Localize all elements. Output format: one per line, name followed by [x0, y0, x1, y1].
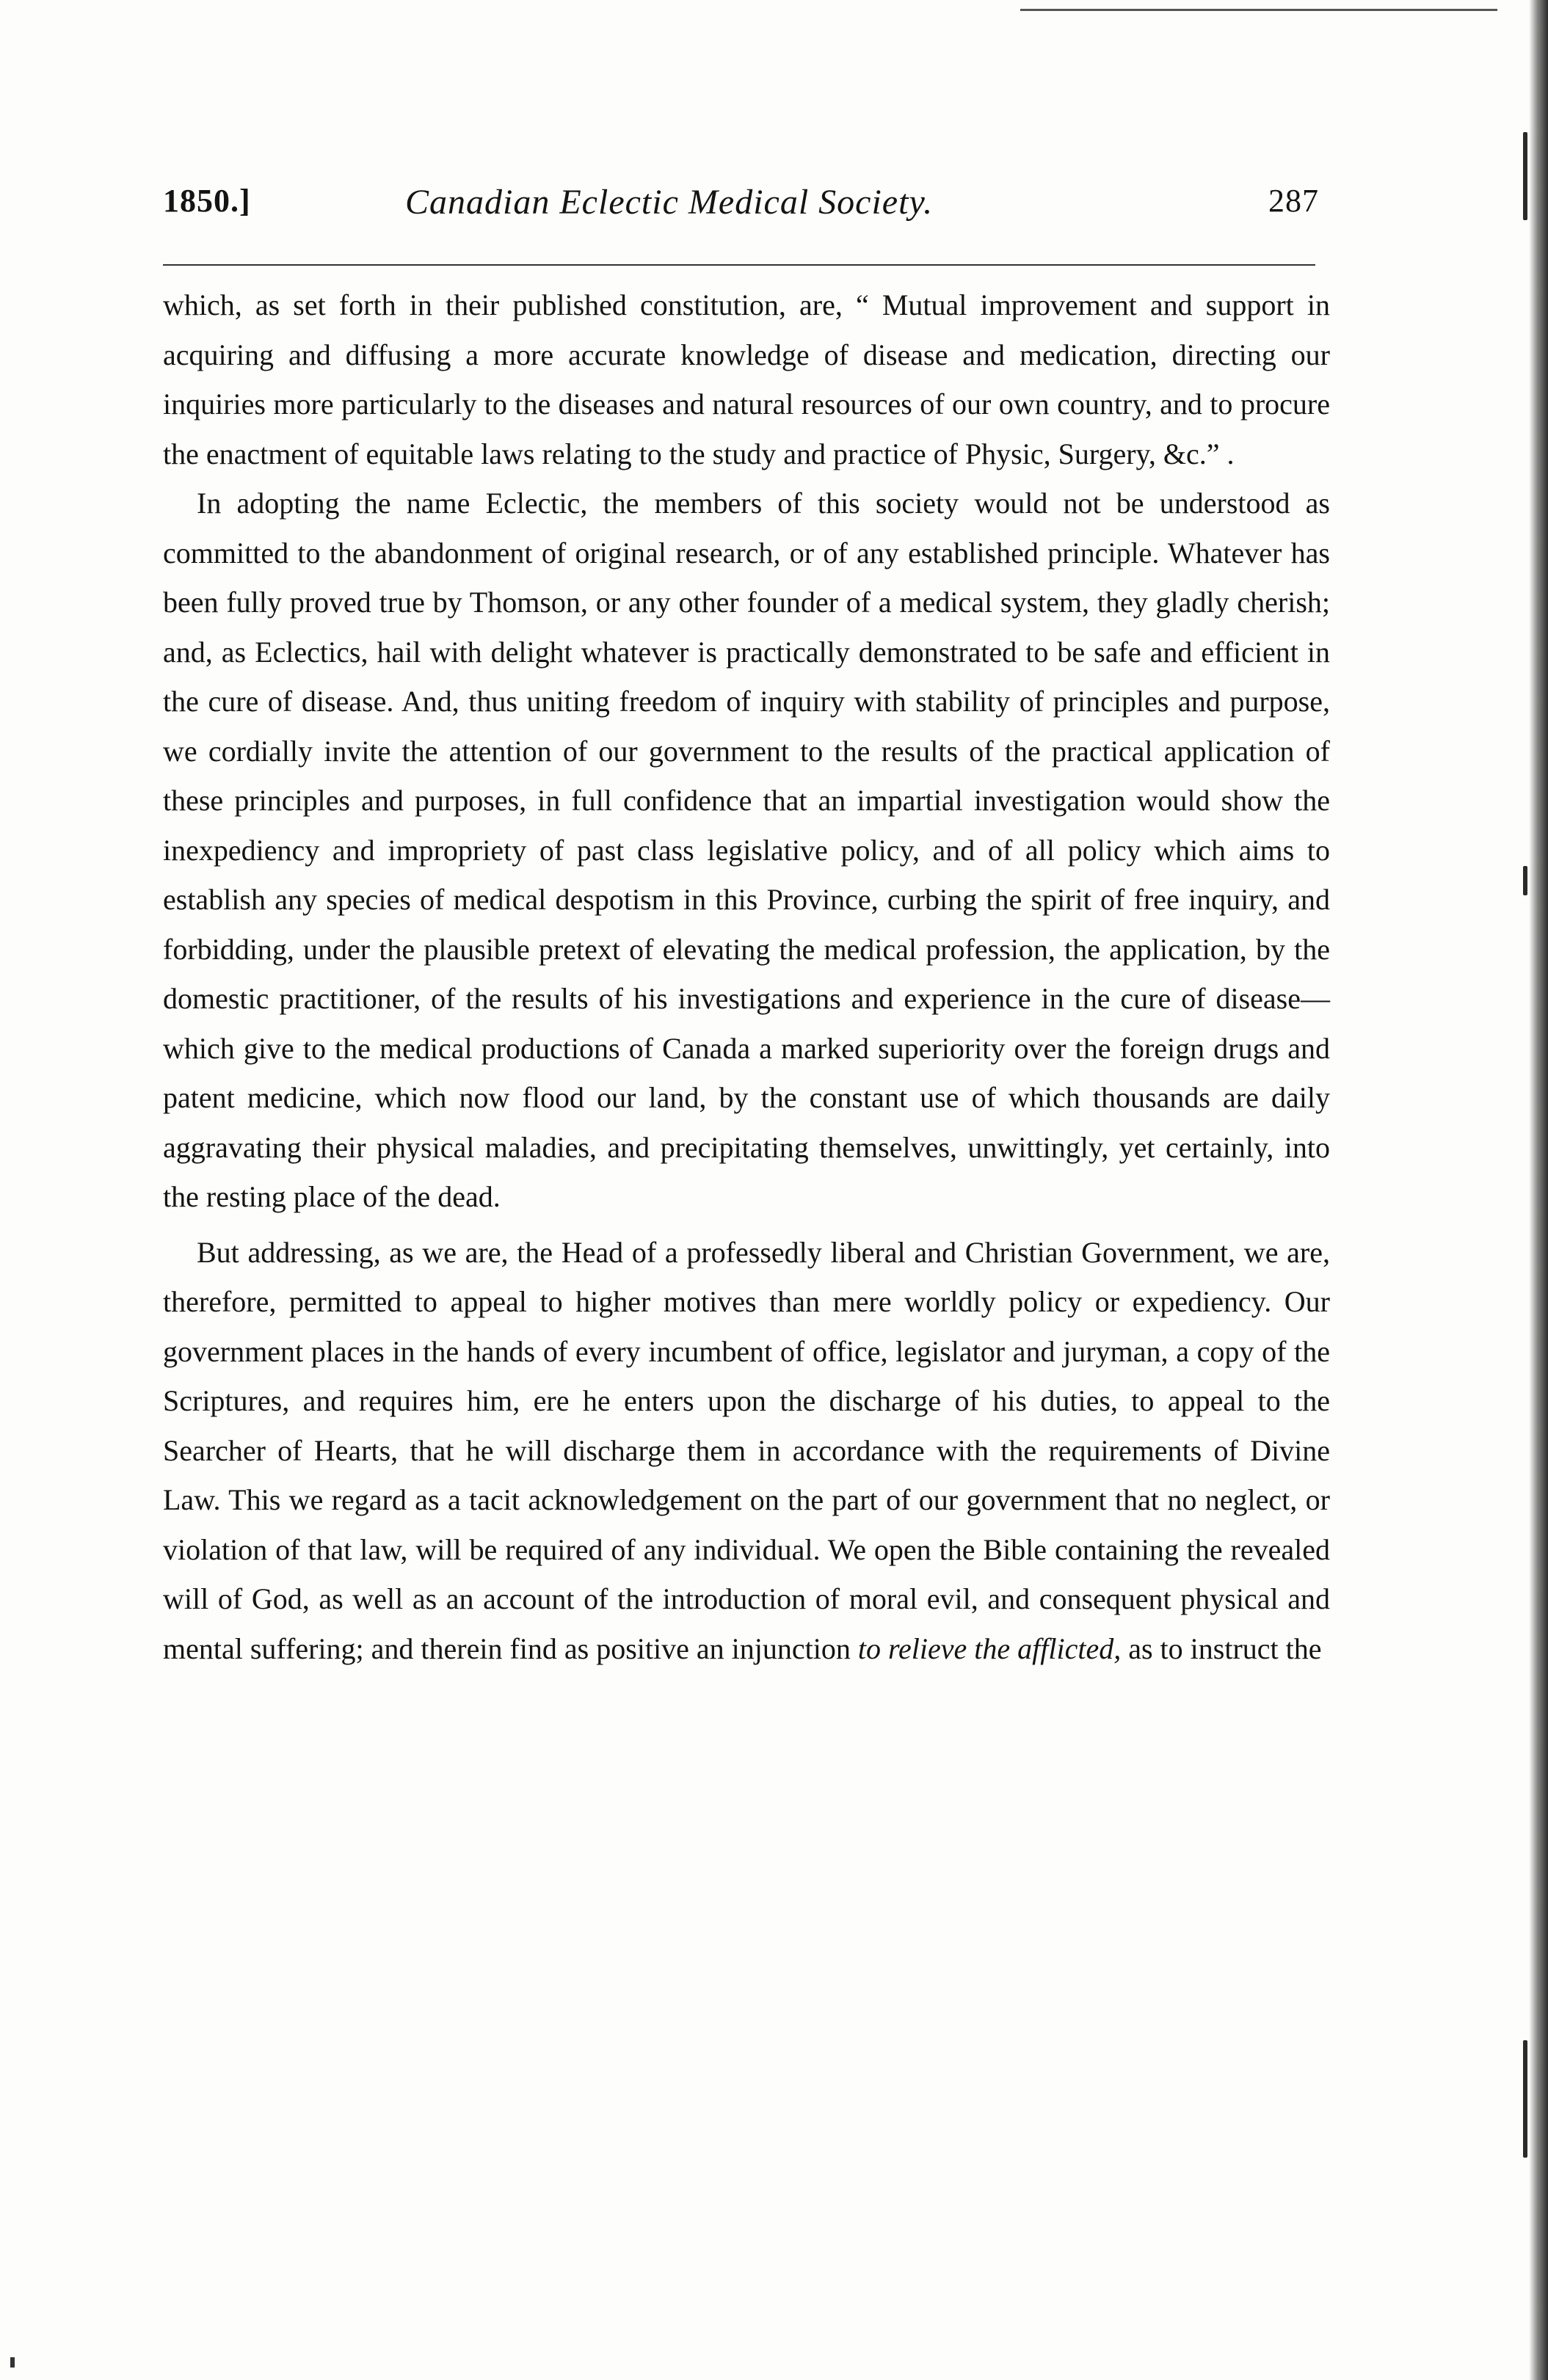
italic-phrase: to relieve the afflicted, — [857, 1631, 1122, 1665]
edge-speck — [1523, 2040, 1527, 2158]
paragraph-continuation: which, as set forth in their published constitution, are, “ Mutual improvement and support in acquiring and diffusing a more accurate knowledge of disease and medication, directing our inquiries more particularly to the diseases and natural resources of our own country, and to procure the enactment of equitable laws relating to the study and practice of Physic, Surgery, &c.” . — [163, 288, 1330, 470]
paragraph-government — [163, 1228, 1330, 1674]
binding-edge-shadow — [1529, 0, 1548, 2380]
paragraph-text: But addressing, as we are, the Head of a professedly liberal and Christian Government, we are, therefore, permitted to appeal to higher motives than mere worldly policy or expediency. Our government places in the hands of every incumbent of office, legislator and juryman, a copy of the Scriptures, and requires him, ere he enters upon the discharge of his duties, to appeal to the Searcher of Hearts, that he will discharge them in accordance with the requirements of Divine Law. This we regard as a tacit acknowledgement on the part of our government that no neglect, or violation of that law, will be required of any individual. We open the Bible containing the revealed will of God, as well as an account of the introduction of moral evil, and consequent physical and mental suffering; and therein find as positive an injunction — [163, 1235, 1330, 1665]
scan-corner-mark — [10, 2357, 15, 2368]
body-text — [163, 280, 1330, 1673]
running-header — [163, 182, 1326, 233]
paragraph-text-end: as to instruct the — [1121, 1631, 1322, 1665]
edge-speck — [1523, 132, 1527, 220]
header-rule — [163, 264, 1315, 266]
header-year: 1850.] — [163, 183, 251, 219]
edge-speck — [1523, 866, 1527, 895]
paragraph-eclectic: In adopting the name Eclectic, the members of this society would not be understood as committed to the abandonment of original research, or of any established principle. Whatever has been fully proved true by Thomson, or any other founder of a medical system, they gladly cherish; and, as Eclectics, hail with delight whatever is practically demonstrated to be safe and efficient in the cure of disease. And, thus uniting freedom of inquiry with stability of principles and purpose, we cordially invite the attention of our government to the results of the practical application of these principles and purposes, in full confidence that an impartial investigation would show the inexpediency and impropriety of past class legislative policy, and of all policy which aims to establish any species of medical despotism in this Province, curbing the spirit of free inquiry, and forbidding, under the plausible pretext of elevating the medical profession, the application, by the domestic practitioner, of the results of his investigations and experience in the cure of disease—which give to the medical productions of Canada a marked superiority over the foreign drugs and patent medicine, which now flood our land, by the constant use of which thousands are daily aggravating their physical maladies, and precipitating themselves, unwittingly, yet certainly, into the resting place of the dead. — [163, 487, 1330, 1213]
scan-top-mark — [1020, 9, 1497, 11]
running-title: Canadian Eclectic Medical Society. — [405, 183, 934, 222]
page-number: 287 — [1268, 183, 1319, 219]
